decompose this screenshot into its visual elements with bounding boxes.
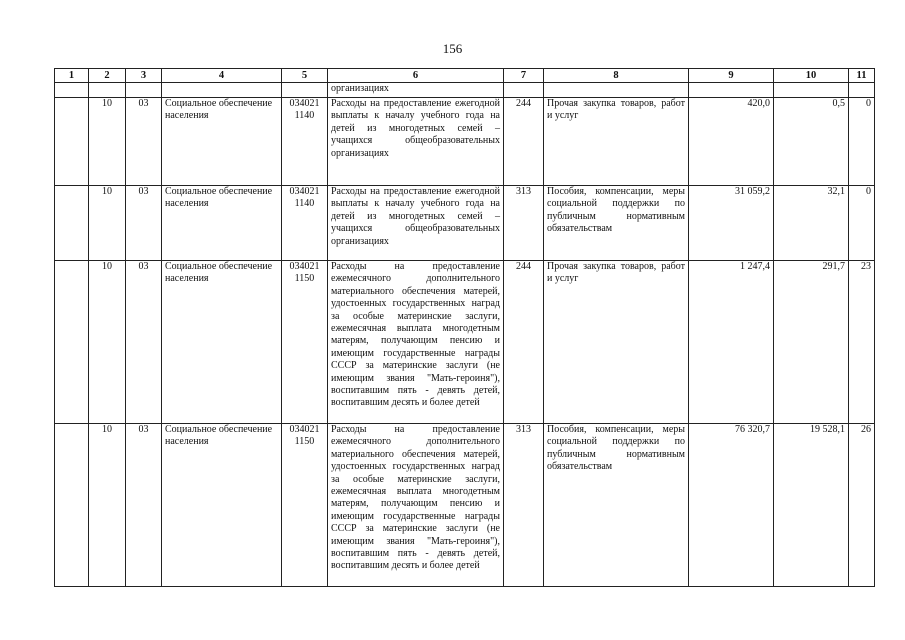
target-article-code: 034021 1140 [282, 98, 328, 186]
header-col-2: 2 [89, 69, 126, 83]
amount-executed: 291,7 [774, 261, 849, 424]
section-name: Социальное обеспечение населения [162, 424, 282, 587]
execution-percent: 23 [849, 261, 875, 424]
header-col-10: 10 [774, 69, 849, 83]
header-col-11: 11 [849, 69, 875, 83]
continuation-row [55, 83, 875, 98]
amount-executed: 32,1 [774, 186, 849, 261]
expense-type-code: 244 [504, 98, 544, 186]
subsection-code: 03 [126, 424, 162, 587]
amount-planned: 31 059,2 [689, 186, 774, 261]
table-row [55, 98, 875, 186]
section-code: 10 [89, 261, 126, 424]
amount-executed: 19 528,1 [774, 424, 849, 587]
expense-description: Расходы на предоставление ежемесячного дополнительного материального обеспечения матерей, удостоенных государственных наград за особые материнские заслуги, ежемесячная выплата многодетным матерям, получающим пенсию и имеющим государственные награды СССР за материнские заслуги (не имеющим звания "Мать-героиня"), воспитавшим пять - девять детей, воспитавшим десять и более детей [328, 424, 504, 587]
expense-type-name: Пособия, компенсации, меры социальной поддержки по публичным нормативным обязательствам [544, 424, 689, 587]
execution-percent: 0 [849, 98, 875, 186]
target-article-code: 034021 1150 [282, 424, 328, 587]
expense-type-name: Прочая закупка товаров, работ и услуг [544, 98, 689, 186]
expense-type-name: Пособия, компенсации, меры социальной поддержки по публичным нормативным обязательствам [544, 186, 689, 261]
page-number: 156 [442, 41, 463, 56]
header-row [55, 69, 875, 83]
subsection-code: 03 [126, 186, 162, 261]
section-name: Социальное обеспечение населения [162, 261, 282, 424]
table-row [55, 424, 875, 587]
header-col-1: 1 [55, 69, 89, 83]
expense-description: Расходы на предоставление ежегодной выплаты к началу учебного года на детей из многодетных семей – учащихся общеобразовательных организациях [328, 186, 504, 261]
header-col-4: 4 [162, 69, 282, 83]
subsection-code: 03 [126, 261, 162, 424]
section-code: 10 [89, 186, 126, 261]
header-col-9: 9 [689, 69, 774, 83]
target-article-code: 034021 1150 [282, 261, 328, 424]
header-col-7: 7 [504, 69, 544, 83]
expense-description: Расходы на предоставление ежемесячного дополнительного материального обеспечения матерей, удостоенных государственных наград за особые материнские заслуги, ежемесячная выплата многодетным матерям, получающим пенсию и имеющим государственные награды СССР за материнские заслуги (не имеющим звания "Мать-героиня"), воспитавшим пять - девять детей, воспитавшим десять и более детей [328, 261, 504, 424]
amount-planned: 420,0 [689, 98, 774, 186]
header-col-8: 8 [544, 69, 689, 83]
section-code: 10 [89, 424, 126, 587]
section-code: 10 [89, 98, 126, 186]
target-article-code: 034021 1140 [282, 186, 328, 261]
execution-percent: 0 [849, 186, 875, 261]
execution-percent: 26 [849, 424, 875, 587]
header-col-6: 6 [328, 69, 504, 83]
expense-type-code: 244 [504, 261, 544, 424]
amount-executed: 0,5 [774, 98, 849, 186]
table-row [55, 186, 875, 261]
amount-planned: 76 320,7 [689, 424, 774, 587]
header-col-5: 5 [282, 69, 328, 83]
expense-description: Расходы на предоставление ежегодной выплаты к началу учебного года на детей из многодетных семей – учащихся общеобразовательных организациях [328, 98, 504, 186]
expense-type-code: 313 [504, 186, 544, 261]
subsection-code: 03 [126, 98, 162, 186]
table-row [55, 261, 875, 424]
section-name: Социальное обеспечение населения [162, 186, 282, 261]
continuation-text: организациях [328, 83, 504, 98]
budget-table [54, 68, 875, 587]
header-col-3: 3 [126, 69, 162, 83]
amount-planned: 1 247,4 [689, 261, 774, 424]
expense-type-code: 313 [504, 424, 544, 587]
expense-type-name: Прочая закупка товаров, работ и услуг [544, 261, 689, 424]
section-name: Социальное обеспечение населения [162, 98, 282, 186]
